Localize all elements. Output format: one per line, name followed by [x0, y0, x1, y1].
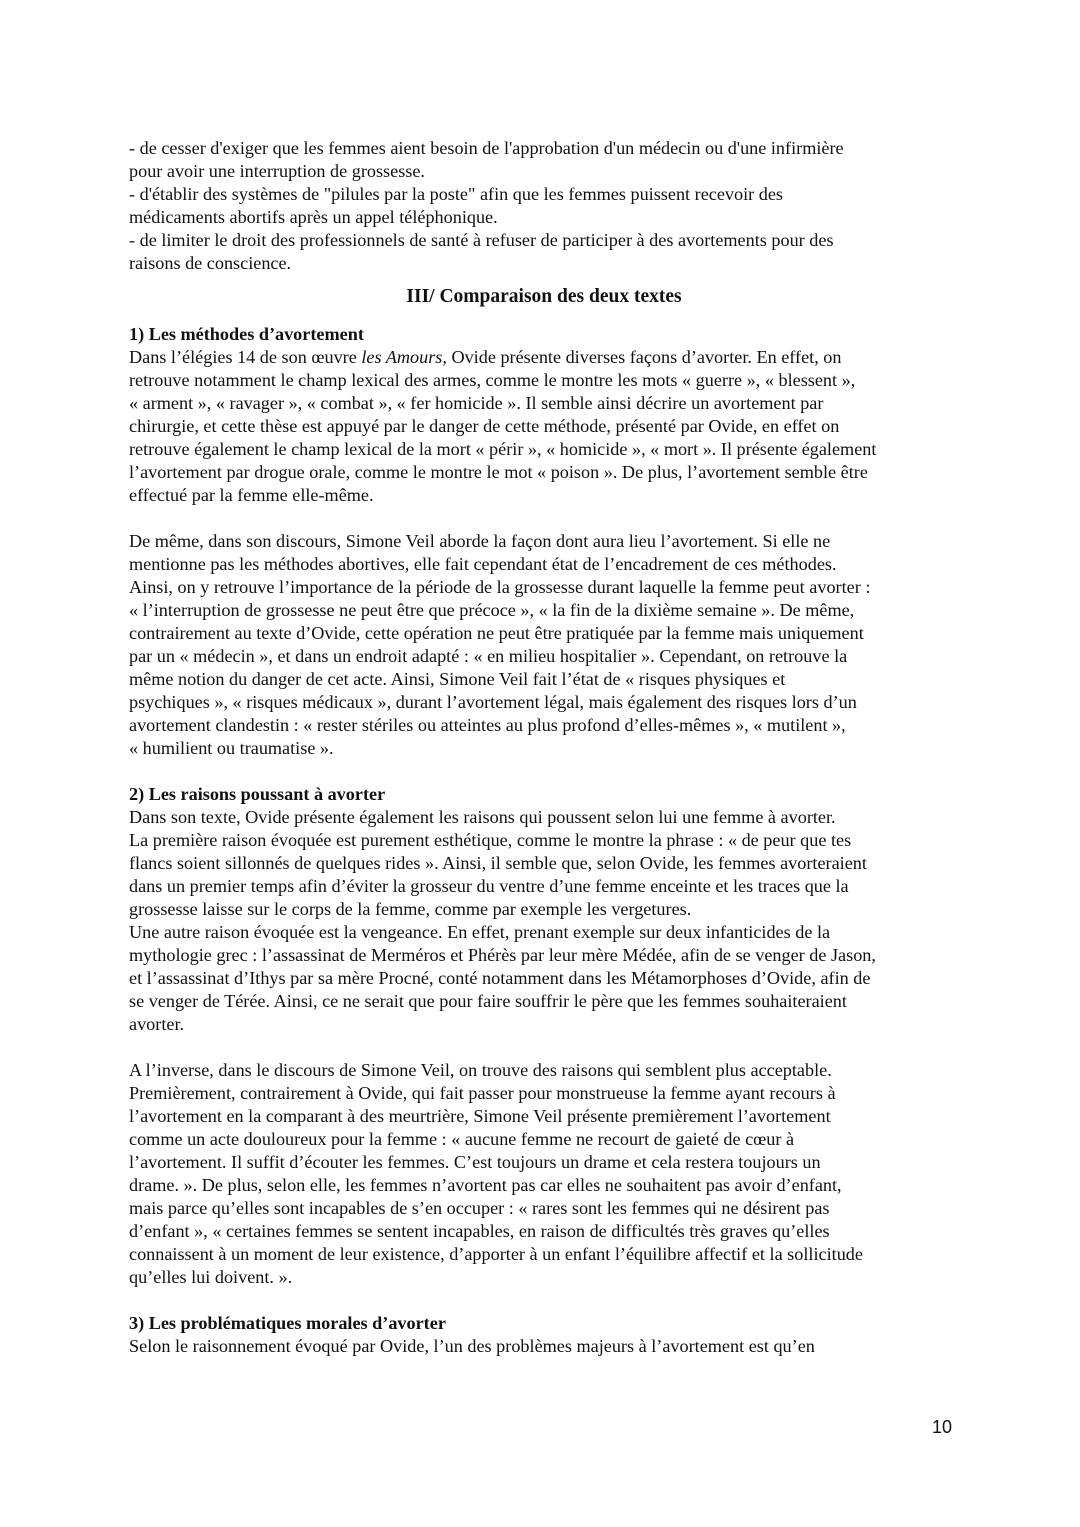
subsection-methods: [129, 323, 959, 760]
text-line: raisons de conscience.: [129, 253, 292, 273]
subsection-title: 1) Les méthodes d’avortement: [129, 324, 364, 344]
text-line: Une autre raison évoquée est la vengeance. En effet, prenant exemple sur deux infanticides de la: [129, 922, 831, 942]
text-line: « arment », « ravager », « combat », « fer homicide ». Il semble ainsi décrire un avortement par: [129, 393, 824, 413]
text-fragment: , Ovide présente diverses façons d’avorter. En effet, on: [442, 347, 842, 367]
text-line: Ainsi, on y retrouve l’importance de la période de la grossesse durant laquelle la femme peut avorter :: [129, 577, 871, 597]
text-line: mentionne pas les méthodes abortives, elle fait cependant état de l’encadrement de ces méthodes.: [129, 554, 837, 574]
text-line: l’avortement en la comparant à des meurtrière, Simone Veil présente premièrement l’avortement: [129, 1106, 831, 1126]
text-line: avorter.: [129, 1014, 185, 1034]
intro-list: [129, 137, 959, 275]
text-line: l’avortement par drogue orale, comme le montre le mot « poison ». De plus, l’avortement semble être: [129, 462, 868, 482]
text-line: mais parce qu’elles sont incapables de s’en occuper : « rares sont les femmes qui ne désirent pas: [129, 1198, 830, 1218]
text-line: De même, dans son discours, Simone Veil aborde la façon dont aura lieu l’avortement. Si elle ne: [129, 531, 831, 551]
text-line: mythologie grec : l’assassinat de Merméros et Phérès par leur mère Médée, afin de se venger de Jason,: [129, 945, 876, 965]
page-number: 10: [931, 1417, 952, 1437]
text-line: qu’elles lui doivent. ».: [129, 1267, 293, 1287]
text-line: comme un acte douloureux pour la femme : « aucune femme ne recourt de gaieté de cœur à: [129, 1129, 795, 1149]
text-line: même notion du danger de cet acte. Ainsi, Simone Veil fait l’état de « risques physiques et: [129, 669, 786, 689]
subsection-title: 3) Les problématiques morales d’avorter: [129, 1313, 446, 1333]
text-line: chirurgie, et cette thèse est appuyé par le danger de cette méthode, présenté par Ovide, en effet on: [129, 416, 840, 436]
text-line: A l’inverse, dans le discours de Simone Veil, on trouve des raisons qui semblent plus acceptable.: [129, 1060, 832, 1080]
text-line: par un « médecin », et dans un endroit adapté : « en milieu hospitalier ». Cependant, on retrouve la: [129, 646, 848, 666]
text-line: « humilient ou traumatise ».: [129, 738, 334, 758]
subsection-moral-issues: [129, 1312, 959, 1358]
text-fragment: Dans l’élégies 14 de son œuvre: [129, 347, 362, 367]
text-line: connaissent à un moment de leur existence, d’apporter à un enfant l’équilibre affectif et la sollicitude: [129, 1244, 863, 1264]
text-line: Dans son texte, Ovide présente également les raisons qui poussent selon lui une femme à avorter.: [129, 807, 836, 827]
text-line: drame. ». De plus, selon elle, les femmes n’avortent pas car elles ne souhaitent pas avoir d’enfant,: [129, 1175, 842, 1195]
text-line: « l’interruption de grossesse ne peut être que précoce », « la fin de la dixième semaine ». De même,: [129, 600, 855, 620]
document-page: [129, 137, 959, 1358]
text-line: Selon le raisonnement évoqué par Ovide, l’un des problèmes majeurs à l’avortement est qu’en: [129, 1336, 815, 1356]
text-line: d’enfant », « certaines femmes se sentent incapables, en raison de difficultés très graves qu’elles: [129, 1221, 830, 1241]
text-line: se venger de Térée. Ainsi, ce ne serait que pour faire souffrir le père que les femmes souhaiteraient: [129, 991, 847, 1011]
text-line: - d'établir des systèmes de "pilules par la poste" afin que les femmes puissent recevoir des: [129, 184, 783, 204]
text-line: La première raison évoquée est purement esthétique, comme le montre la phrase : « de peur que tes: [129, 830, 852, 850]
book-title: les Amours: [361, 347, 443, 367]
text-line: effectué par la femme elle-même.: [129, 485, 374, 505]
text-line: médicaments abortifs après un appel téléphonique.: [129, 207, 498, 227]
text-line: pour avoir une interruption de grossesse.: [129, 161, 425, 181]
text-line: psychiques », « risques médicaux », durant l’avortement légal, mais également des risques lors d’un: [129, 692, 857, 712]
text-line: - de cesser d'exiger que les femmes aient besoin de l'approbation d'un médecin ou d'une infirmière: [129, 138, 844, 158]
text-line: [129, 346, 959, 369]
text-line: dans un premier temps afin d’éviter la grosseur du ventre d’une femme enceinte et les traces que la: [129, 876, 849, 896]
text-line: et l’assassinat d’Ithys par sa mère Procné, conté notamment dans les Métamorphoses d’Ovide, afin de: [129, 968, 871, 988]
text-line: flancs soient sillonnés de quelques rides ». Ainsi, il semble que, selon Ovide, les femmes avorteraient: [129, 853, 867, 873]
section-title: III/ Comparaison des deux textes: [406, 286, 682, 307]
subsection-reasons: [129, 783, 959, 1289]
text-line: retrouve notamment le champ lexical des armes, comme le montre les mots « guerre », « blessent »,: [129, 370, 856, 390]
text-line: Premièrement, contrairement à Ovide, qui fait passer pour monstrueuse la femme ayant recours à: [129, 1083, 836, 1103]
text-line: grossesse laisse sur le corps de la femme, comme par exemple les vergetures.: [129, 899, 692, 919]
text-line: avortement clandestin : « rester stériles ou atteintes au plus profond d’elles-mêmes », « mutilent »,: [129, 715, 846, 735]
subsection-title: 2) Les raisons poussant à avorter: [129, 784, 386, 804]
text-line: - de limiter le droit des professionnels de santé à refuser de participer à des avortements pour des: [129, 230, 834, 250]
text-line: contrairement au texte d’Ovide, cette opération ne peut être pratiquée par la femme mais uniquement: [129, 623, 864, 643]
text-line: l’avortement. Il suffit d’écouter les femmes. C’est toujours un drame et cela restera toujours un: [129, 1152, 821, 1172]
text-line: retrouve également le champ lexical de la mort « périr », « homicide », « mort ». Il présente également: [129, 439, 877, 459]
